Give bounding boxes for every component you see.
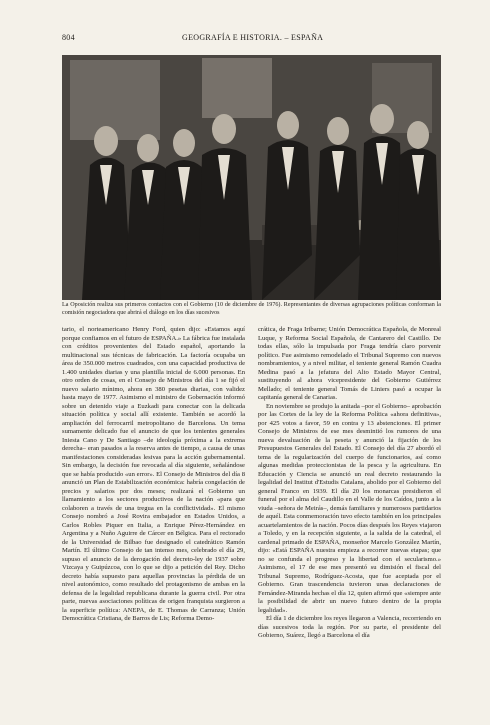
paragraph: tario, el norteamericano Henry Ford, quien dijo: «Estamos aquí porque confiamos en el futuro de ESPAÑA.» La fábrica fue instalada con créditos provenientes del Estado español, aportando la multinacional sus técnicas de fabricación. La factoría ocupaba un área de 350.000 metros cuadrados, con una capacidad productiva de 1.400 unidades diarias y una plantilla inicial de 6.000 personas. En otro orden de cosas, en el Consejo de Ministros del día 1 se fijó el nuevo salario mínimo, ahora en 380 pesetas diarias, con validez hasta mayo de 1977. Asimismo el ministro de Gobernación informó sobre un detenido viaje a Euzkadi para conectar con la delicada situación política y social allí existente. También se acordó la ampliación del ferrocarril metropolitano de Barcelona. Un tema sumamente delicado fue el anuncio de que los tenientes generales Iniesta Cano y De Santiago –de ideología próxima a la extrema derecha– eran pasados a la reserva antes de tiempo, a causa de unas manifestaciones consideradas lesivas para la acción gubernamental. Sin embargo, la decisión fue revocada al día siguiente, señalándose que se había producido «un error». El Consejo de Ministros del día 8 anunció un Plan de Estabilización económica: habría congelación de precios y salarios por dos meses; realizará el Gobierno un llamamiento a los sectores productivos de la nación «para que colaboren a través de una tregua en la conflictividad». El mismo Consejo nombró a José Rovira embajador en Estados Unidos, a Carlos Robles Piquer en Italia, a Enrique Pérez-Hernández en Argentina y a Nuño Aguirre de Cárcer en Bélgica. Para el rectorado de la Universidad de Bilbao fue designado el catedrático Ramón Martín. El último Consejo de tan intenso mes, celebrado el día 29, supuso el anuncio de la derogación del decreto-ley de 1937 sobre Vizcaya y Guipúzcoa, con lo que se dijo a petición del Rey. Dicho decreto había supuesto para aquellas provincias la pérdida de un nivel autonómico, como resultado del protagonismo de ambas en la defensa de la legalidad republicana durante la guerra civil. Por otra parte, nuevas asociaciones políticas de origen franquista surgieron a la superficie política: ANEPA, de E. Thomas de Carranza; Unión Democrática Cristiana, de Barros de Lis; Reforma Demo- (62, 326, 245, 622)
photo-caption: La Oposición realiza sus primeros contactos con el Gobierno (10 de diciembre de 1976). Representantes de diversas agrupaciones políticas conforman la comisión negociadora que abrirá el diálogo en los días sucesivos (62, 302, 441, 316)
page-header (62, 33, 442, 45)
paragraph: El día 1 de diciembre los reyes llegaron a Valencia, recorriendo en días sucesivos toda la región. Por su parte, el presidente del Gobierno, Suárez, llegó a Barcelona el día (258, 615, 441, 639)
paragraph: crática, de Fraga Iribarne; Unión Democrática Española, de Monreal Luque, y Reforma Social Española, de Cantarero del Castillo. De todas ellas, sólo la impulsada por Fraga tendría claro porvenir político. Fue asimismo remodelado el Tribunal Supremo con nuevos nombramientos, y a nivel militar, el teniente general Ramón Cuadra Medina pasó a la jefatura del Alto Estado Mayor Central, sustituyendo al ahora vicepresidente del Gobierno Gutiérrez Mellado; el teniente general Tomás de Liniers pasó a ocupar la capitanía general de Canarias. (258, 326, 441, 401)
group-photo (62, 55, 441, 300)
text-column-left (62, 326, 245, 624)
text-column-right (258, 326, 441, 641)
running-title: GEOGRAFÍA E HISTORIA. – ESPAÑA (182, 33, 324, 42)
page-number: 804 (62, 33, 75, 42)
paragraph: En noviembre se produjo la anitada –por el Gobierno– aprobación por las Cortes de la ley de la Reforma Política «ahora definitiva», por 425 votos a favor, 59 en contra y 13 abstenciones. El primer Consejo de Ministros de ese mes desmintió los rumores de una nueva devaluación de la peseta y anunció la fijación de los Presupuestos Generales del Estado. El Consejo del día 27 abordó el tema de la regularización del cuerpo de funcionarios, así como algunas medidas proteccionistas de la pesca y la agricultura. En Educación y Ciencia se anunció un real decreto restaurando la legalidad del Institut d'Estudis Catalans, abolido por el Gobierno del general Franco en 1939. El día 20 los monarcas presidieron el funeral por el alma del Caudillo en el Valle de los Caídos, junto a la viuda –señora de Meirás–, demás familiares y numerosos partidarios de aquél. Esta conmemoración tuvo efecto también en los principales acuartelamientos de la nación. Pocos días después los Reyes viajaron a Toledo, y en la recepción siguiente, a la salida de la catedral, el cardenal primado de ESPAÑA, monseñor Marcelo González Martín, dijo: «Está ESPAÑA nuestra empieza a recorrer nuevas etapas; que no se confunda el progreso y la libertad con el secularismo.» Asimismo, el 17 de ese mes presentó su dimisión el fiscal del Tribunal Supremo, Rodríguez-Acosta, que fue aceptada por el Gobierno. Gran trascendencia tuvieron unas declaraciones de Fernández-Miranda hechas el día 12, quien afirmó que «siempre ante la posibilidad de abrir un nuevo futuro dentro de la propia legalidad». (258, 402, 441, 614)
group-photo-icon (62, 55, 441, 300)
